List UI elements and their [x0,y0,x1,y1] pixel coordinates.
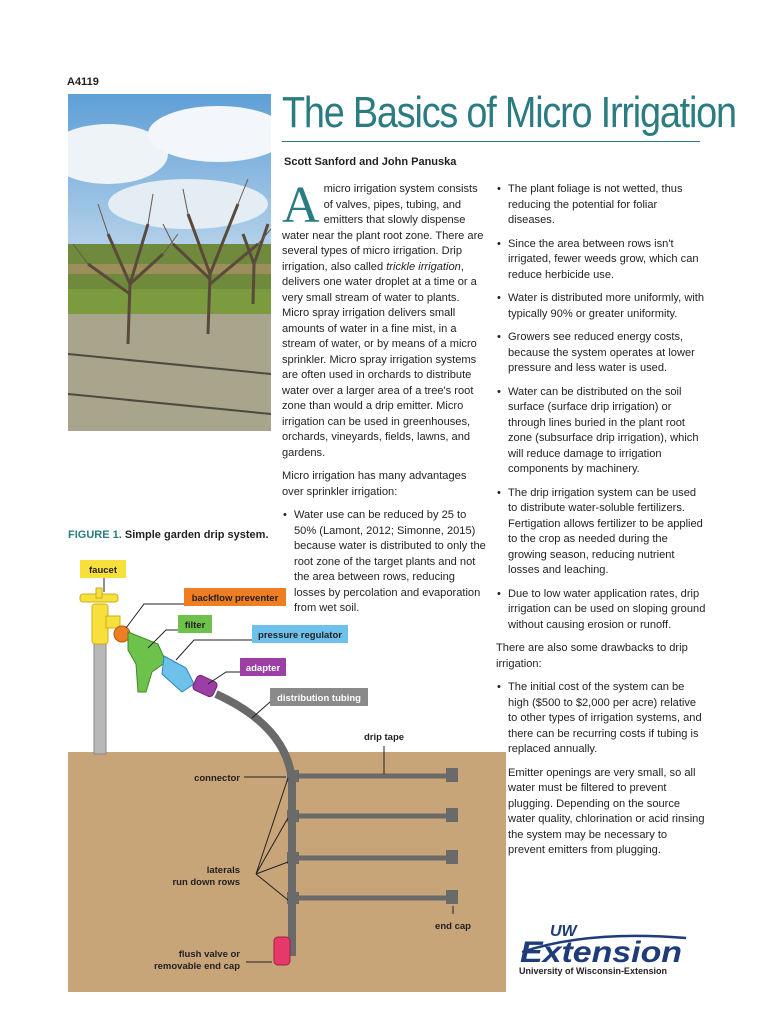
intro-paragraph: A micro irrigation system consists of valves, pipes, tubing, and emitters that slowly dispense water near the plant root zone. There are several types of micro irrigation. Drip irrigation, also called trickle irrigation, delivers one water droplet at a time or a very small stream of water to plants. Micro spray irrigation delivers small amounts of water in a fine mist, in a stream of water, or by means of a micro sprinkler. Micro spray irrigation systems are often used in orchards to distribute water over a larger area of a tree's root zone than would a drip emitter. Micro irrigation can be used in greenhouses, orchards, vineyards, fields, lawns, and gardens. [282,177,484,459]
label-drip-tape: drip tape [363,732,405,743]
label-filter-text: filter [184,620,206,631]
filter-shape [128,632,166,692]
page-title: The Basics of Micro Irrigation [282,88,736,137]
label-pressure [252,625,348,643]
logo-uw-text: UW [550,923,577,940]
authors: Scott Sanford and John Panuska [284,156,457,168]
flush-valve-shape [274,937,290,965]
list-item: • Growers see reduced energy costs, because the system operates at lower pressure and less water is used. [496,330,706,377]
label-adapter-text: adapter [245,663,281,674]
list-item: • Due to low water application rates, drip irrigation can be used on sloping ground without causing erosion or runoff. [496,587,706,634]
orchard-photo-illustration [68,94,271,431]
title-rule [282,141,700,142]
label-flush-2: removable end cap [153,961,240,972]
orchard-photo [68,94,271,431]
list-item: • Since the area between rows isn't irrigated, fewer weeds grow, which can reduce herbicide use. [496,237,706,284]
advantages-intro: Micro irrigation has many advantages over sprinkler irrigation: [282,470,467,498]
list-item: • The drip irrigation system can be used to distribute water-soluble fertilizers. Fertigation allows fertilizer to be applied to the crop as needed during the growing season, reducing nutrient losses and leaching. [496,486,706,579]
advantages-list [496,182,706,633]
list-item: • Water can be distributed on the soil surface (surface drip irrigation) or through lines buried in the plant root zone (subsurface drip irrigation), which will reduce damage to irrigation components by machinery. [496,385,706,478]
text-column-2 [496,182,706,867]
drawbacks-list [496,680,706,859]
label-faucet [80,560,126,578]
list-item: • The plant foliage is not wetted, thus reducing the potential for foliar diseases. [496,182,706,229]
adapter-shape [192,674,219,698]
drip-system-figure [66,552,506,992]
label-pressure-text: pressure regulator [258,630,342,641]
list-item: • Emitter openings are very small, so all water must be filtered to prevent plugging. Depending on the source water quality, chlorination or acid rinsing the system may be necessary to prevent emitters from plugging. [496,766,706,859]
drip-system-diagram [66,552,506,992]
label-tubing-text: distribution tubing [277,693,361,704]
drop-cap: A [282,177,320,234]
label-filter [178,615,212,633]
list-item: • The initial cost of the system can be high ($500 to $2,000 per acre) relative to other types of irrigation systems, and there can be recurring costs if tubing is replaced annually. [496,680,706,758]
logo-subtitle: University of Wisconsin-Extension [519,966,667,976]
label-connector: connector [194,773,240,784]
label-tubing [270,688,368,706]
list-item: • Water use can be reduced by 25 to 50% (Lamont, 2012; Simonne, 2015) because water is distributed to only the root zone of the target plants and not the area between rows, reducing losses by percolation and evaporation from wet soil. [282,508,486,617]
figure-number: FIGURE 1. [68,529,122,541]
label-flush-1: flush valve or [178,949,240,960]
label-laterals-1: laterals [206,865,240,876]
uw-extension-logo-mark [518,918,688,968]
drawbacks-intro: There are also some drawbacks to drip irrigation: [496,642,688,670]
logo-extension-text: Extension [520,936,682,968]
label-end-cap: end cap [435,921,471,932]
document-code: A4119 [67,76,99,88]
label-faucet-text: faucet [89,565,117,576]
label-adapter [240,658,286,676]
list-item: • Water is distributed more uniformly, with typically 90% or greater uniformity. [496,291,706,322]
figure-caption: FIGURE 1. Simple garden drip system. [68,529,269,541]
label-laterals-2: run down rows [172,877,240,888]
label-backflow-text: backflow preventer [191,593,279,604]
regulator-shape [162,656,194,692]
label-backflow [184,588,286,606]
